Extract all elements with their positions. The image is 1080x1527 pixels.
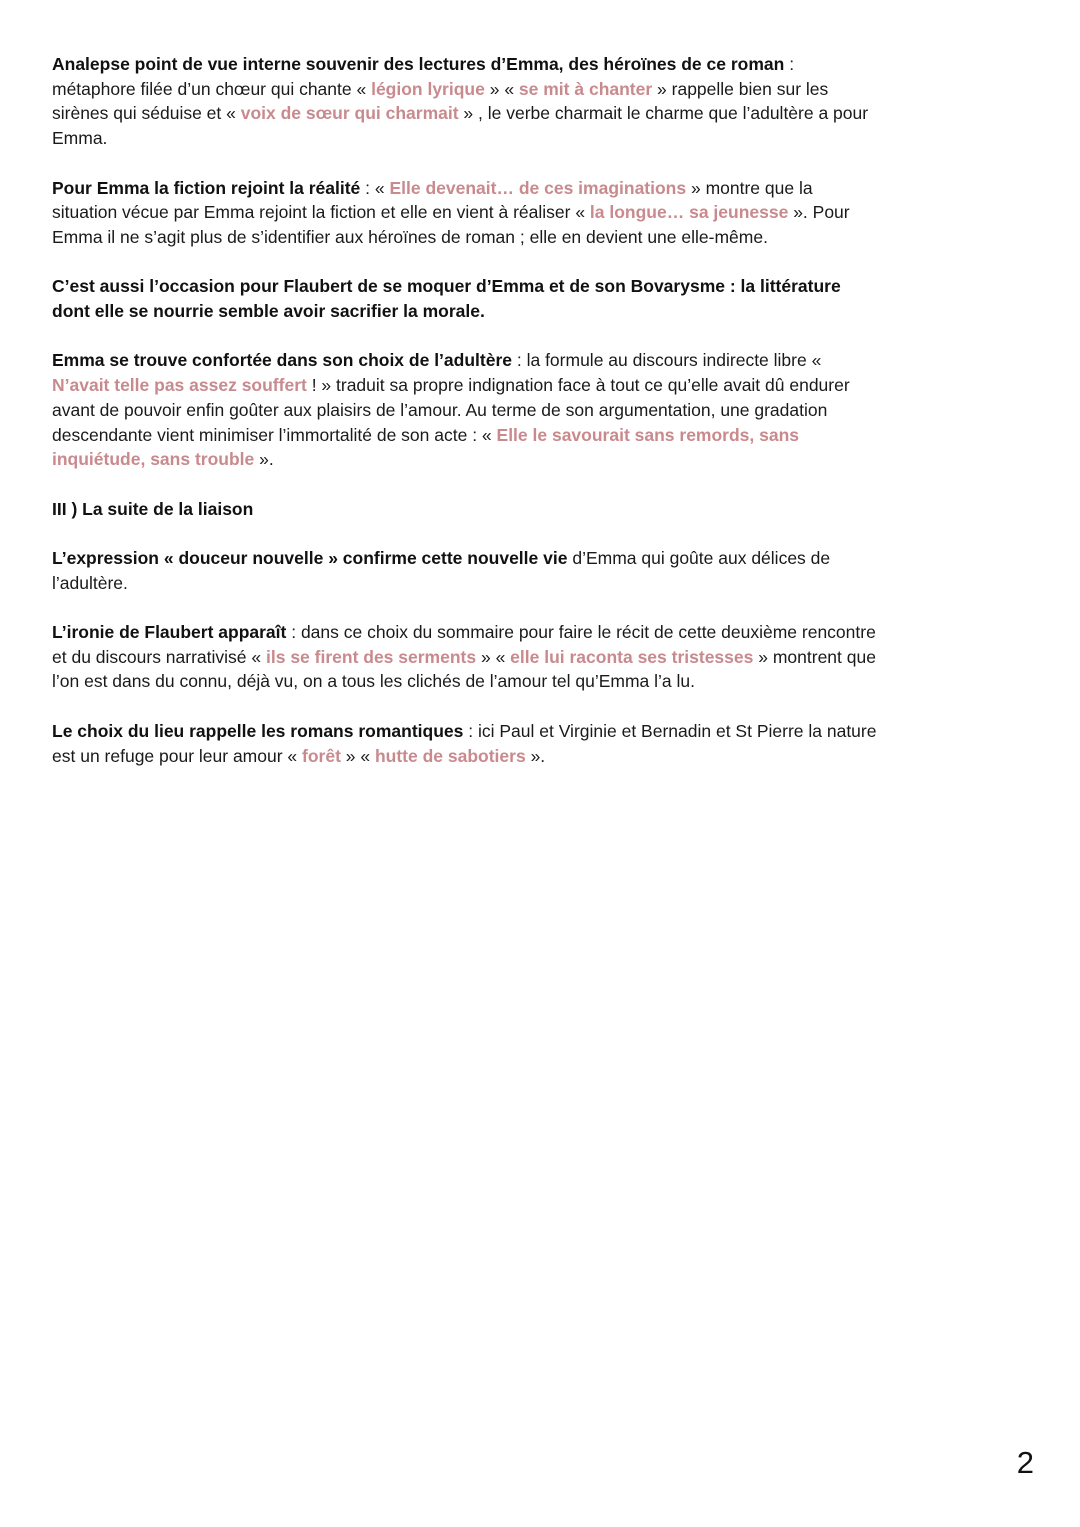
paragraph-text: : métaphore filée d’un chœur qui chante «	[52, 54, 795, 99]
section-heading-text: III ) La suite de la liaison	[52, 498, 254, 519]
paragraph-text: » «	[484, 78, 519, 99]
paragraph-fiction-realite	[52, 176, 882, 250]
paragraph-text: ! » traduit sa propre indignation face à tout ce qu’elle avait dû endurer avant de pouvoir enfin goûter aux plaisirs de l’amour. Au terme de son argumentation, une gradation descendante vient minimiser l’immortalité de son acte : «	[52, 375, 850, 445]
paragraph-ironie	[52, 620, 882, 694]
paragraph-lead: Le choix du lieu rappelle les romans romantiques	[52, 720, 464, 741]
paragraph-text: d’Emma qui goûte aux délices de l’adultère.	[52, 547, 831, 593]
paragraph-lead: Emma se trouve confortée dans son choix de l’adultère	[52, 350, 512, 371]
quote: ils se firent des serments	[266, 646, 477, 667]
quote: légion lyrique	[371, 78, 485, 99]
document-body	[52, 52, 882, 793]
quote: Elle devenait… de ces imaginations	[389, 177, 687, 198]
paragraph-adultere	[52, 348, 882, 472]
paragraph-douceur	[52, 546, 882, 595]
paragraph-text: » rappelle bien sur les sirènes qui séduise et «	[52, 78, 829, 124]
page-number: 2	[1016, 1445, 1034, 1480]
paragraph-lead: L’expression « douceur nouvelle » confirme cette nouvelle vie	[52, 547, 568, 568]
quote: forêt	[302, 745, 341, 766]
paragraph-text: » montre que la situation vécue par Emma rejoint la fiction et elle en vient à réaliser «	[52, 177, 813, 223]
quote: N’avait telle pas assez souffert	[52, 375, 307, 396]
paragraph-text: ».	[254, 449, 274, 470]
paragraph-text: : «	[360, 177, 390, 198]
paragraph-text: » , le verbe charmait le charme que l’adultère a pour Emma.	[52, 103, 869, 149]
paragraph-lieu	[52, 719, 882, 768]
paragraph-text: ». Pour Emma il ne s’agit plus de s’identifier aux héroïnes de roman ; elle en devient une elle-même.	[52, 202, 850, 247]
paragraph-analepse	[52, 52, 882, 151]
quote: hutte de sabotiers	[374, 745, 526, 766]
paragraph-text: » montrent que l’on est dans du connu, déjà vu, on a tous les clichés de l’amour tel qu’Emma l’a lu.	[52, 646, 876, 692]
paragraph-lead: C’est aussi l’occasion pour Flaubert de se moquer d’Emma et de son Bovarysme : la littérature dont elle se nourrie semble avoir sacrifier la morale.	[52, 276, 841, 321]
paragraph-text: : ici Paul et Virginie et Bernadin et St Pierre la nature est un refuge pour leur amour «	[52, 720, 877, 766]
paragraph-bovarysme	[52, 274, 882, 323]
quote: la longue… sa jeunesse	[589, 202, 789, 223]
quote: voix de sœur qui charmait	[240, 103, 459, 124]
paragraph-text: : la formule au discours indirecte libre «	[512, 350, 822, 371]
paragraph-lead: Pour Emma la fiction rejoint la réalité	[52, 177, 361, 198]
paragraph-text: » «	[476, 646, 511, 667]
paragraph-text: : dans ce choix du sommaire pour faire le récit de cette deuxième rencontre et du discours narrativisé «	[52, 622, 876, 667]
paragraph-text: ».	[525, 745, 546, 766]
quote: Elle le savourait sans remords, sans inquiétude, sans trouble	[52, 424, 800, 470]
paragraph-text: » «	[340, 745, 375, 766]
quote: elle lui raconta ses tristesses	[510, 646, 754, 667]
quote: se mit à chanter	[518, 78, 653, 99]
section-heading	[52, 497, 882, 522]
paragraph-lead: L’ironie de Flaubert apparaît	[52, 622, 287, 643]
paragraph-lead: Analepse point de vue interne souvenir des lectures d’Emma, des héroïnes de ce roman	[52, 54, 785, 74]
